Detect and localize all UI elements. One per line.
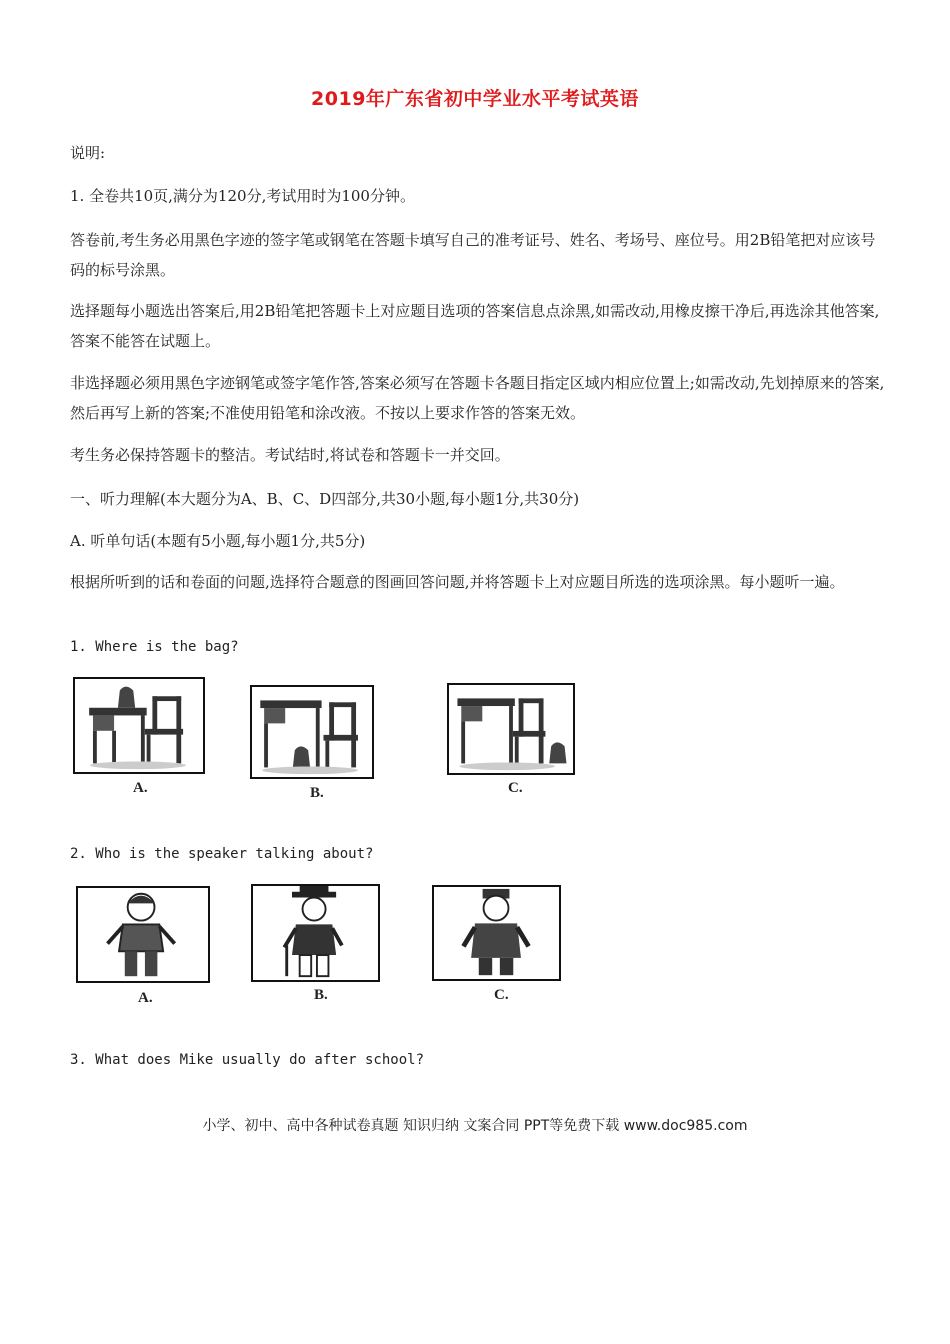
option-2a-boy-in-jacket-icon [76, 886, 210, 983]
part-a-direction: 根据所听到的话和卷面的问题,选择符合题意的图画回答问题,并将答题卡上对应题目所选的选项涂黑。每小题听一遍。 [70, 573, 845, 591]
part-a-heading: A. 听单句话(本题有5小题,每小题1分,共5分) [70, 532, 366, 550]
question-3: 3. What does Mike usually do after school? [70, 1052, 425, 1068]
option-2b-old-man-with-hat-and-cane-icon [251, 884, 380, 982]
option-2b-label: B. [314, 987, 328, 1003]
option-2a-label: A. [138, 990, 153, 1006]
question-2: 2. Who is the speaker talking about? [70, 846, 374, 862]
question-1: 1. Where is the bag? [70, 639, 239, 655]
option-2c-short-man-in-suit-icon [432, 885, 561, 981]
option-1a-desk-bag-on-desk-icon [73, 677, 205, 774]
section-one-heading: 一、听力理解(本大题分为A、B、C、D四部分,共30小题,每小题1分,共30分) [70, 490, 580, 508]
instruction-3: 选择题每小题选出答案后,用2B铅笔把答题卡上对应题目选项的答案信息点涂黑,如需改动,用橡皮擦干净后,再选涂其他答案,答案不能答在试题上。 [70, 302, 880, 350]
option-2c-label: C. [494, 987, 509, 1003]
instruction-5: 考生务必保持答题卡的整洁。考试结时,将试卷和答题卡一并交回。 [70, 446, 510, 464]
page-footer: 小学、初中、高中各种试卷真题 知识归纳 文案合同 PPT等免费下载 www.doc985.com [202, 1118, 748, 1134]
option-1c-label: C. [508, 780, 523, 796]
option-1c-desk-bag-beside-chair-icon [447, 683, 575, 775]
instruction-4: 非选择题必须用黑色字迹钢笔或签字笔作答,答案必须写在答题卡各题目指定区域内相应位置上;如需改动,先划掉原来的答案,然后再写上新的答案;不准使用铅笔和涂改液。不按以上要求作答的答案无效。 [70, 374, 885, 422]
page-title: 2019年广东省初中学业水平考试英语 [311, 88, 639, 110]
option-1b-label: B. [310, 785, 324, 801]
instruction-2: 答卷前,考生务必用黑色字迹的签字笔或钢笔在答题卡填写自己的准考证号、姓名、考场号、座位号。用2B铅笔把对应该号码的标号涂黑。 [70, 231, 876, 279]
option-1b-desk-bag-under-desk-icon [250, 685, 374, 779]
option-1a-label: A. [133, 780, 148, 796]
instruction-1: 1. 全卷共10页,满分为120分,考试用时为100分钟。 [70, 187, 415, 205]
instructions-heading: 说明: [70, 144, 106, 162]
